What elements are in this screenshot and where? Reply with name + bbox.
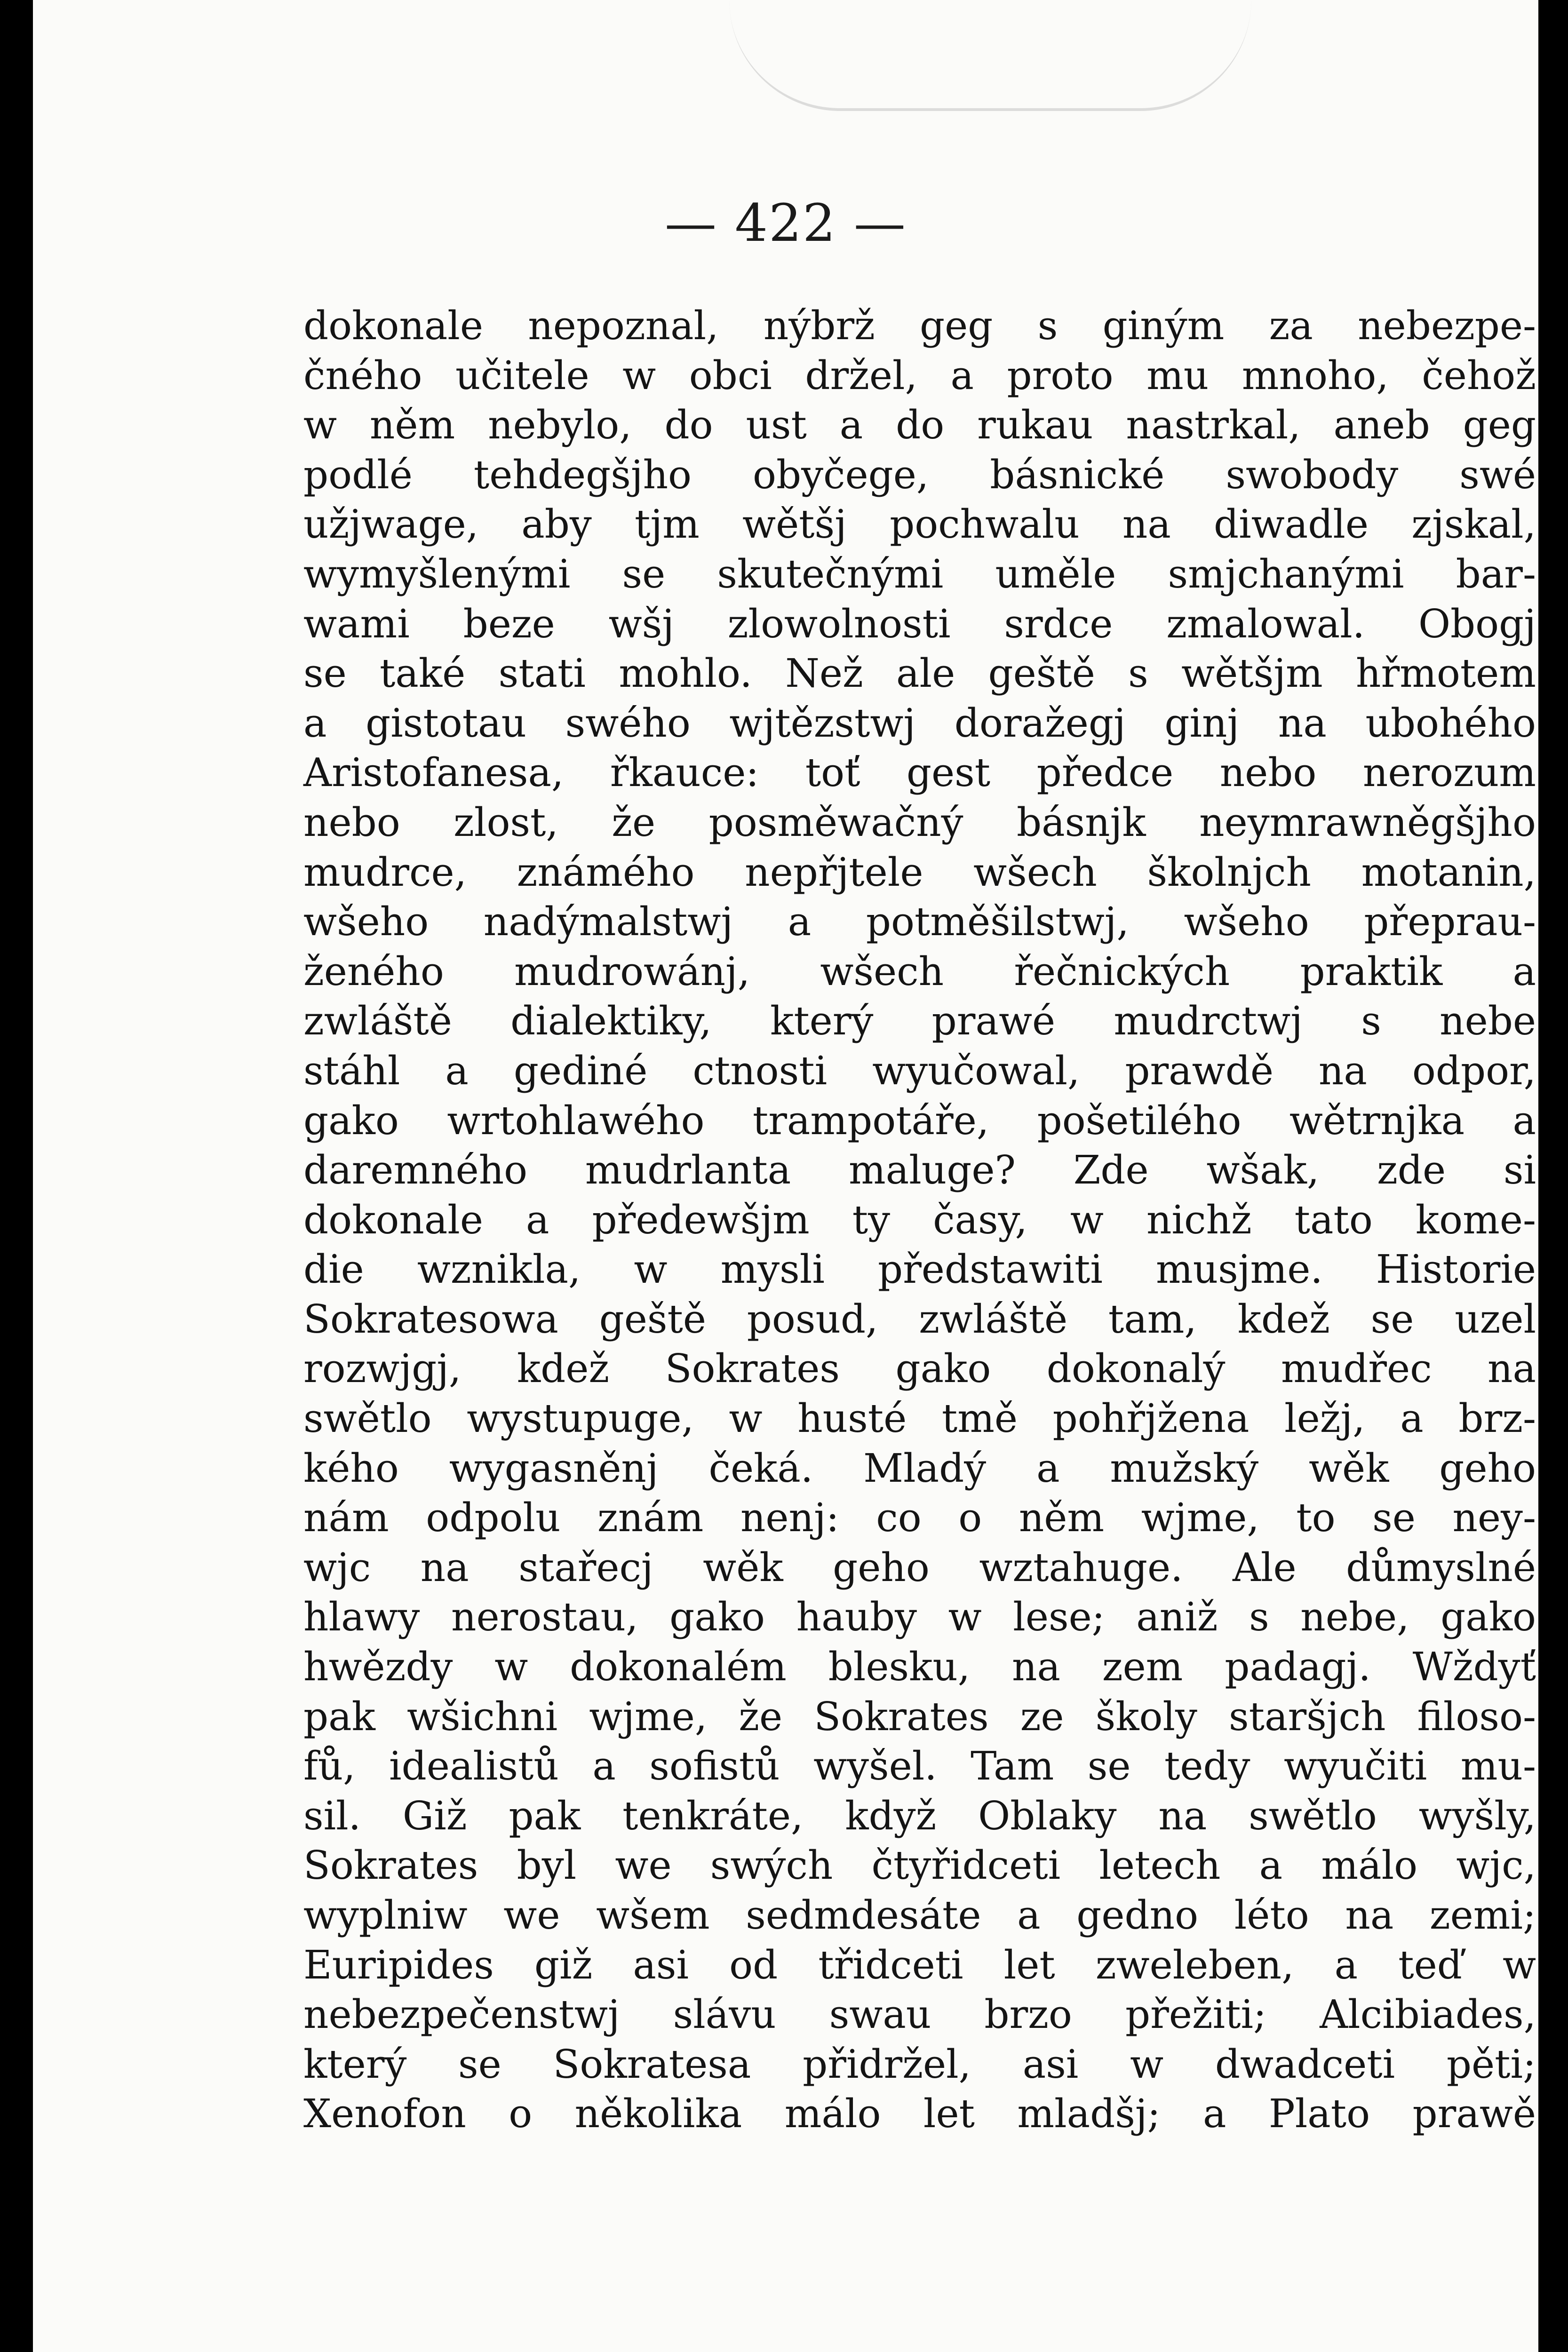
text-line: rozwjgj, kdež Sokrates gako dokonalý mudřec na	[303, 1346, 1536, 1392]
text-line: užjwage, aby tjm wětšj pochwalu na diwadle zjskal,	[303, 501, 1536, 548]
page-edge-mark	[729, 0, 1251, 111]
text-line: wami beze wšj zlowolnosti srdce zmalowal. Obogj	[303, 601, 1536, 647]
text-line: Xenofon o několika málo let mladšj; a Plato prawě	[303, 2091, 1536, 2137]
text-line: die wznikla, w mysli předstawiti musjme. Historie	[303, 1247, 1536, 1293]
text-line: wymyšlenými se skutečnými uměle smjchanými bar-	[303, 551, 1536, 597]
text-line: ženého mudrowánj, wšech řečnických praktik a	[303, 948, 1536, 994]
text-line: pak wšichni wjme, že Sokrates ze školy staršjch filoso-	[303, 1693, 1536, 1740]
text-line: wšeho nadýmalstwj a potměšilstwj, wšeho přeprau-	[303, 899, 1536, 945]
text-line: hlawy nerostau, gako hauby w lese; aniž s nebe, gako	[303, 1594, 1536, 1640]
body-text	[303, 301, 1536, 2139]
text-line: wjc na stařecj wěk geho wztahuge. Ale důmyslné	[303, 1544, 1536, 1590]
text-line: kého wygasněnj čeká. Mladý a mužský wěk geho	[303, 1445, 1536, 1491]
text-line: nám odpolu znám nenj: co o něm wjme, to se ney-	[303, 1495, 1536, 1541]
text-line: w něm nebylo, do ust a do rukau nastrkal, aneb geg	[303, 402, 1536, 448]
book-page	[33, 0, 1538, 2352]
text-line: stáhl a gediné ctnosti wyučowal, prawdě na odpor,	[303, 1048, 1536, 1094]
text-line: mudrce, známého nepřjtele wšech školnjch motanin,	[303, 849, 1536, 895]
text-line: čného učitele w obci držel, a proto mu mnoho, čehož	[303, 352, 1536, 398]
text-line: sil. Giž pak tenkráte, když Oblaky na swětlo wyšly,	[303, 1793, 1536, 1839]
text-line: Sokratesowa geště posud, zwláště tam, kdež se uzel	[303, 1296, 1536, 1342]
text-line: Euripides giž asi od třidceti let zweleben, a teď w	[303, 1942, 1536, 1988]
text-line: nebo zlost, že posměwačný básnjk neymrawněgšjho	[303, 799, 1536, 845]
text-line: swětlo wystupuge, w husté tmě pohřjžena ležj, a brz-	[303, 1396, 1536, 1442]
text-line: Sokrates byl we swých čtyřidceti letech a málo wjc,	[303, 1843, 1536, 1889]
text-line: Aristofanesa, řkauce: toť gest předce nebo nerozum	[303, 750, 1536, 796]
text-line: dokonale nepoznal, nýbrž geg s giným za nebezpe-	[303, 303, 1536, 349]
text-line: dokonale a předewšjm ty časy, w nichž tato kome-	[303, 1197, 1536, 1243]
text-line: nebezpečenstwj slávu swau brzo přežiti; Alcibiades,	[303, 1992, 1536, 2038]
text-line: gako wrtohlawého trampotáře, pošetilého wětrnjka a	[303, 1097, 1536, 1144]
text-line: podlé tehdegšjho obyčege, básnické swobody swé	[303, 452, 1536, 498]
text-line: fů, idealistů a sofistů wyšel. Tam se tedy wyučiti mu-	[303, 1743, 1536, 1789]
text-line: který se Sokratesa přidržel, asi w dwadceti pěti;	[303, 2041, 1536, 2087]
text-line: se také stati mohlo. Než ale geště s wětšjm hřmotem	[303, 651, 1536, 697]
page-number: — 422 —	[665, 193, 907, 253]
text-line: daremného mudrlanta maluge? Zde wšak, zde si	[303, 1147, 1536, 1193]
text-line: hwězdy w dokonalém blesku, na zem padagj. Wždyť	[303, 1644, 1536, 1690]
text-line: zwláště dialektiky, který prawé mudrctwj s nebe	[303, 998, 1536, 1044]
text-line: a gistotau swého wjtězstwj doražegj ginj na ubohého	[303, 700, 1536, 746]
text-line: wyplniw we wšem sedmdesáte a gedno léto na zemi;	[303, 1892, 1536, 1938]
